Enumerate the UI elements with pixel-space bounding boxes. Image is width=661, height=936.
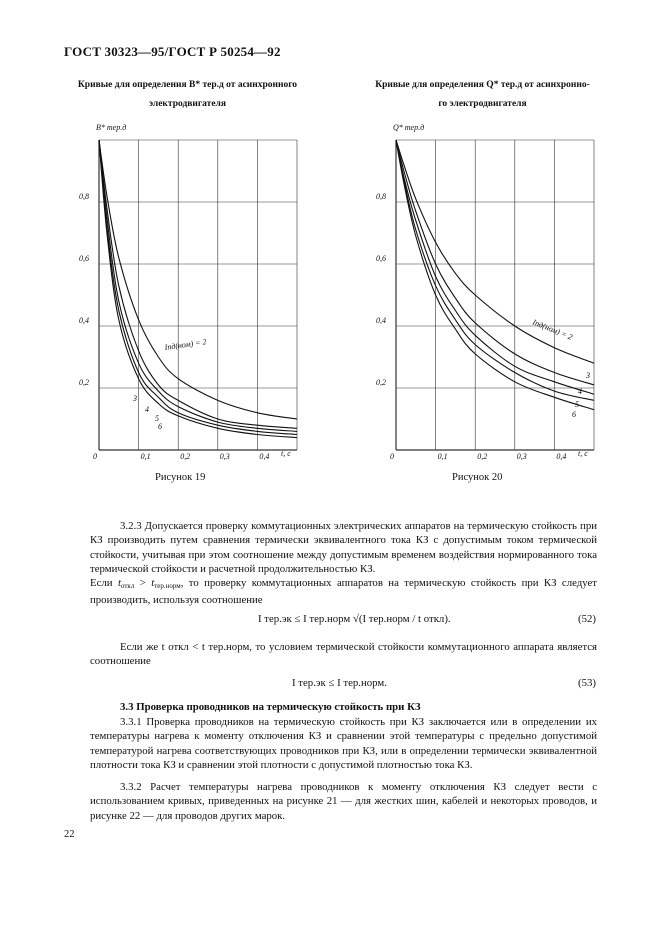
figure19-chart [75,118,315,468]
y-tick-label: 0,8 [376,192,386,201]
x-tick-label: 0,1 [437,452,448,461]
figure19-caption: Рисунок 19 [155,472,206,483]
curve-number-label: 3 [133,394,137,403]
curve-4 [99,140,297,431]
y-tick-label: 0,4 [376,316,386,325]
curve-number-label: 3 [586,371,590,380]
y-tick-label: 0,4 [79,316,89,325]
x-tick-label: 0,4 [259,452,270,461]
figure19-grid [99,140,297,450]
figure20-ylabel: Q* тер.д [393,123,425,132]
paragraph-3-3-1: 3.3.1 Проверка проводников на термическую стойкость при КЗ заключается или в определении их температуры нагрева к моменту отключения КЗ и сравнении этой температуры с предельно допустимой температурой нагрева соответствующих проводников при КЗ, или в определении термически эквивалентной плотности тока КЗ и сравнении этой плотности с допустимой плотностью тока КЗ. [90,716,597,771]
curve-5 [99,140,297,435]
x-tick-label: 0 [390,452,394,461]
figure20-title-line2: го электродвигателя [438,99,527,109]
x-tick-label: 0,3 [219,452,230,461]
curve-6 [99,140,297,438]
figure20-curve-label: Iпд(ном) = 2 [531,317,574,342]
figure19-curves [99,140,297,438]
figure19-title-line1: Кривые для определения B* тер.д от асинхронного [77,80,298,90]
figure19-curve-label: Iпд(ном) = 2 [164,337,208,352]
curve-2 [99,140,297,419]
curve-5 [396,140,594,400]
section-3-3-heading: 3.3 Проверка проводников на термическую стойкость при КЗ [120,701,421,713]
curve-number-label: 5 [155,414,159,423]
y-tick-label: 0,2 [376,378,386,387]
figure20-grid [396,140,594,450]
paragraph-3-2-3: 3.2.3 Допускается проверку коммутационных электрических аппаратов на термическую стойкость при КЗ производить путем сравнения термически эквивалентного тока КЗ с допустимым током термической стойкости, учитывая при этом соотношение между допустимым временем воздействия нормированного тока термической стойкости и расчетной продолжительностью КЗ. [90,520,597,575]
equation-53-number: (53) [578,677,596,689]
figure20-title [355,76,610,114]
figure20-caption: Рисунок 20 [452,472,503,483]
curve-number-label: 4 [145,405,149,414]
figure19-title-line2: электродвигателя [148,99,227,109]
figure19-ylabel: B* тер.д [96,123,127,132]
figure20-xlabel: t, c [578,449,588,458]
curve-number-label: 6 [158,422,162,431]
figure20-chart [372,118,612,468]
figure19-title [60,76,315,114]
curve-number-label: 5 [575,400,579,409]
figure20-curves [396,140,594,410]
equation-53: I тер.эк ≤ I тер.норм. [292,677,387,689]
y-tick-label: 0,2 [79,378,89,387]
curve-6 [396,140,594,410]
curve-number-label: 4 [578,387,582,396]
x-tick-label: 0,2 [180,452,191,461]
paragraph-3-2-3-condition: Если $t_{откл} > t_{тер.норм}$, то проверку коммутационных аппаратов на термическую стойкость при КЗ следует производить, используя соотношение [90,577,597,607]
x-tick-label: 0,3 [516,452,527,461]
equation-52: I тер.эк ≤ I тер.норм √(I тер.норм / t откл). [258,613,451,625]
x-tick-label: 0 [93,452,97,461]
figure20-title-line1: Кривые для определения Q* тер.д от асинхронно- [375,80,590,90]
paragraph-3-3-2: 3.3.2 Расчет температуры нагрева проводников к моменту отключения КЗ следует вести с использованием кривых, приведенных на рисунке 21 — для жестких шин, кабелей и некоторых проводов, и рисунке 22 — для проводов других марок. [90,781,597,822]
paragraph-if-condition: Если же t откл < t тер.норм, то условием термической стойкости коммутационного аппарата является соотношение [90,641,597,668]
curve-number-label: 6 [572,410,576,419]
y-tick-label: 0,6 [376,254,386,263]
curve-3 [99,140,297,428]
y-tick-label: 0,8 [79,192,89,201]
x-tick-label: 0,4 [556,452,567,461]
figure19-xlabel: t, c [281,449,291,458]
x-tick-label: 0,2 [477,452,488,461]
equation-52-number: (52) [578,613,596,625]
x-tick-label: 0,1 [140,452,151,461]
page-header: ГОСТ 30323—95/ГОСТ Р 50254—92 [64,44,281,59]
page-number: 22 [64,829,75,840]
y-tick-label: 0,6 [79,254,89,263]
curve-3 [396,140,594,385]
